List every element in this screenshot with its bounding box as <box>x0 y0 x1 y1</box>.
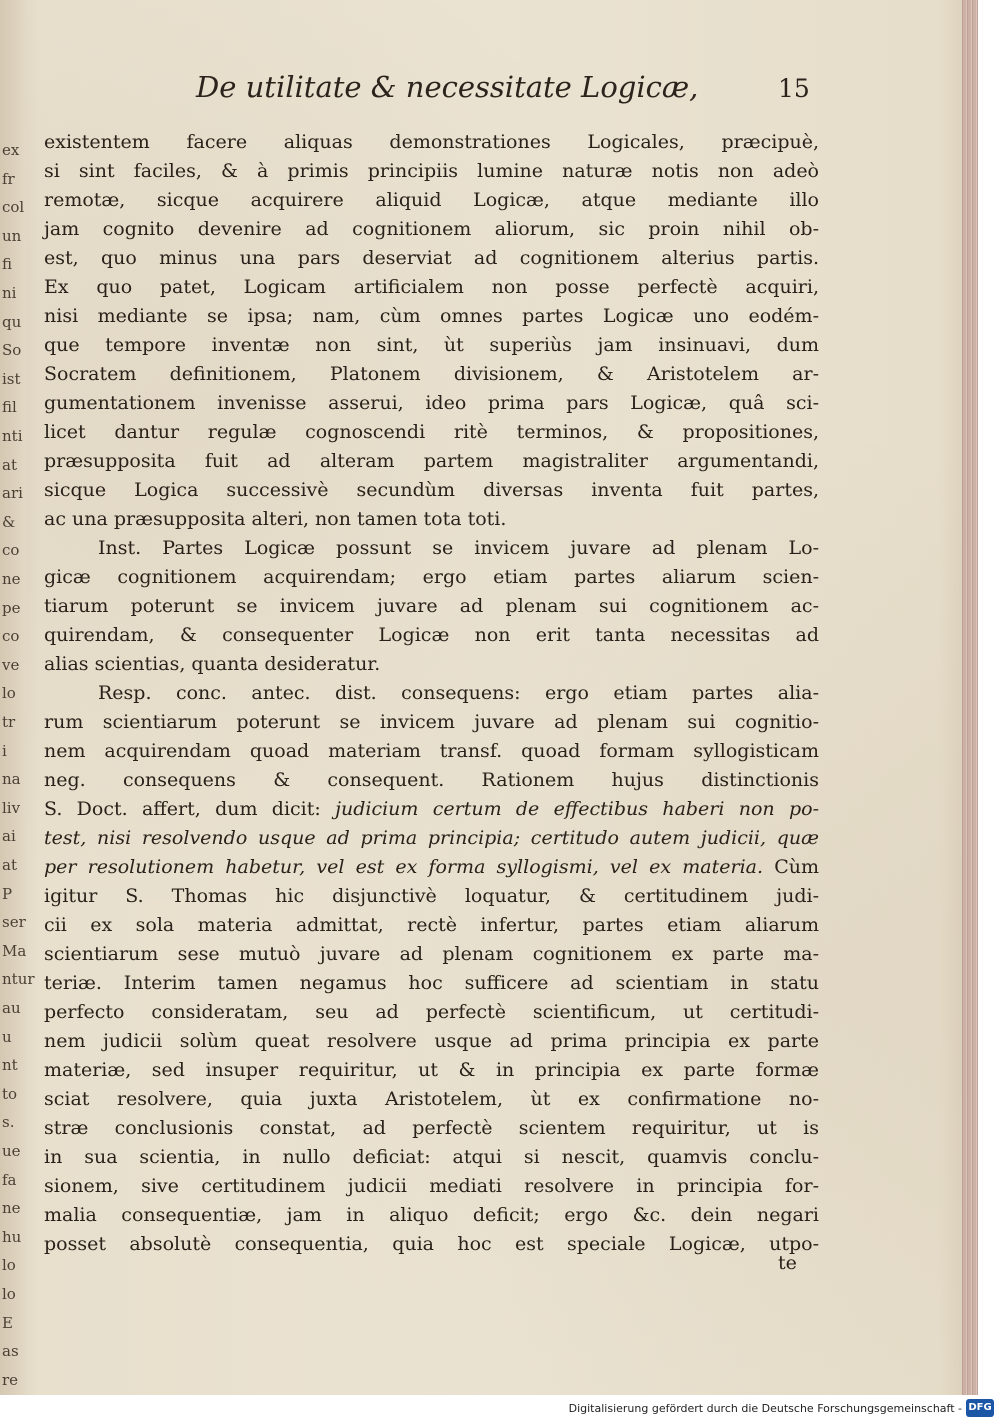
gutter-fragment: ve <box>2 656 20 674</box>
text-line: existentem facere aliquas demonstrationes Logicales, præcipuè, <box>44 131 819 153</box>
gutter-fragment: ari <box>2 484 23 502</box>
text-line: que tempore inventæ non sint, ùt superiùs jam insinuavi, dum <box>44 334 819 356</box>
text-line: si sint faciles, & à primis principiis lumine naturæ notis non adeò <box>44 160 819 182</box>
text-line: gicæ cognitionem acquirendam; ergo etiam partes aliarum scien- <box>44 566 819 588</box>
gutter-fragment: pe <box>2 599 21 617</box>
gutter-fragment: i <box>2 742 7 760</box>
gutter-fragment: So <box>2 341 22 359</box>
text-line: præsupposita fuit ad alteram partem magistraliter argumentandi, <box>44 450 819 472</box>
text-line: rum scientiarum poterunt se invicem juvare ad plenam sui cognitio- <box>44 711 819 733</box>
text-line: scientiarum sese mutuò juvare ad plenam cognitionem ex parte ma- <box>44 943 819 965</box>
text-line: est, quo minus una pars deserviat ad cognitionem alterius partis. <box>44 247 819 269</box>
page-edge-stack <box>962 0 978 1395</box>
text-line: Resp. conc. antec. dist. consequens: ergo etiam partes alia- <box>98 682 819 704</box>
gutter-fragment: lo <box>2 1285 16 1303</box>
gutter-fragment: fi <box>2 255 13 273</box>
gutter-fragment: s. <box>2 1113 15 1131</box>
text-line: quirendam, & consequenter Logicæ non erit tanta necessitas ad <box>44 624 819 646</box>
text-line: cii ex sola materia admittat, rectè infertur, partes etiam aliarum <box>44 914 819 936</box>
gutter-fragment: & <box>2 513 16 531</box>
text-line <box>44 795 819 823</box>
text-line: remotæ, sicque acquirere aliquid Logicæ, atque mediante illo <box>44 189 819 211</box>
text-run: Cùm <box>763 856 819 878</box>
gutter-fragment: na <box>2 770 21 788</box>
text-line: tiarum poterunt se invicem juvare ad plenam sui cognitionem ac- <box>44 595 819 617</box>
text-line: sciat resolvere, quia juxta Aristotelem, ùt ex confirmatione no- <box>44 1088 819 1110</box>
text-line: perfecto consideratam, seu ad perfectè scientificum, ut certitudi- <box>44 1001 819 1023</box>
gutter-fragment: ni <box>2 284 17 302</box>
text-line: stræ conclusionis constat, ad perfectè scientem requiritur, ut is <box>44 1117 819 1139</box>
text-line: nem acquirendam quoad materiam transf. quoad formam syllogisticam <box>44 740 819 762</box>
gutter-fragment: P <box>2 885 13 903</box>
gutter-fragment: Ma <box>2 942 27 960</box>
text-line: nisi mediante se ipsa; nam, cùm omnes partes Logicæ uno eodém- <box>44 305 819 327</box>
text-line: posset absolutè consequentia, quia hoc est speciale Logicæ, utpo- <box>44 1233 819 1255</box>
text-line: in sua scientia, in nullo deficiat: atqui si nescit, quamvis conclu- <box>44 1146 819 1168</box>
dfg-logo-icon: DFG <box>966 1399 994 1417</box>
italic-quotation: per resolutionem habetur, vel est ex forma syllogismi, vel ex materia. <box>44 856 764 878</box>
text-line: sicque Logica successivè secundùm diversas inventa fuit partes, <box>44 479 819 501</box>
text-line: teriæ. Interim tamen negamus hoc sufficere ad scientiam in statu <box>44 972 819 994</box>
text-line: malia consequentiæ, jam in aliquo deficit; ergo &c. dein negari <box>44 1204 819 1226</box>
gutter-fragment: ist <box>2 370 21 388</box>
gutter-fragment: fil <box>2 398 17 416</box>
text-line: gumentationem invenisse asserui, ideo prima pars Logicæ, quâ sci- <box>44 392 819 414</box>
text-line: alias scientias, quanta desideratur. <box>44 653 381 675</box>
page-number: 15 <box>778 74 810 103</box>
text-line: sionem, sive certitudinem judicii mediati resolvere in principia for- <box>44 1175 819 1197</box>
gutter-fragment: ser <box>2 913 26 931</box>
digitization-footer <box>0 1395 1000 1425</box>
gutter-fragment: E <box>2 1314 13 1332</box>
gutter-fragment: nt <box>2 1056 18 1074</box>
gutter-fragment: tr <box>2 713 16 731</box>
gutter-fragment: ne <box>2 570 21 588</box>
gutter-fragment: fa <box>2 1171 17 1189</box>
gutter-fragment: au <box>2 999 21 1017</box>
gutter-fragment: u <box>2 1028 12 1046</box>
gutter-fragment: re <box>2 1371 19 1389</box>
gutter-fragment: ntur <box>2 970 35 988</box>
gutter-fragment: nti <box>2 427 23 445</box>
adjacent-page-gutter <box>0 0 35 1395</box>
gutter-fragment: ex <box>2 141 20 159</box>
text-run: S. Doct. affert, dum dicit: <box>44 798 336 820</box>
gutter-fragment: at <box>2 856 17 874</box>
gutter-fragment: ne <box>2 1199 21 1217</box>
text-line: Inst. Partes Logicæ possunt se invicem juvare ad plenam Lo- <box>98 537 819 559</box>
text-line <box>44 853 819 881</box>
italic-quotation: judicium certum de effectibus haberi non po- <box>335 798 819 820</box>
text-line: Ex quo patet, Logicam artificialem non posse perfectè acquiri, <box>44 276 819 298</box>
footer-credit: Digitalisierung gefördert durch die Deutsche Forschungsgemeinschaft - <box>568 1402 962 1415</box>
gutter-fragment: fr <box>2 170 15 188</box>
text-line: igitur S. Thomas hic disjunctivè loquatur, & certitudinem judi- <box>44 885 819 907</box>
text-line: nem judicii solùm queat resolvere usque ad prima principia ex parte <box>44 1030 819 1052</box>
gutter-fragment: ue <box>2 1142 21 1160</box>
text-line: neg. consequens & consequent. Rationem hujus distinctionis <box>44 769 819 791</box>
gutter-fragment: as <box>2 1342 19 1360</box>
gutter-fragment: lo <box>2 1256 16 1274</box>
gutter-fragment: lo <box>2 684 16 702</box>
text-line: licet dantur regulæ cognoscendi ritè terminos, & propositiones, <box>44 421 819 443</box>
text-line: ac una præsupposita alteri, non tamen tota toti. <box>44 508 507 530</box>
gutter-fragment: qu <box>2 313 22 331</box>
gutter-fragment: hu <box>2 1228 22 1246</box>
catchword: te <box>778 1252 797 1274</box>
gutter-fragment: co <box>2 541 20 559</box>
gutter-fragment: liv <box>2 799 21 817</box>
gutter-fragment: un <box>2 227 22 245</box>
running-head: De utilitate & necessitate Logicæ, <box>196 70 699 104</box>
gutter-fragment: at <box>2 456 17 474</box>
text-line: Socratem definitionem, Platonem divisionem, & Aristotelem ar- <box>44 363 819 385</box>
text-line: materiæ, sed insuper requiritur, ut & in principia ex parte formæ <box>44 1059 819 1081</box>
text-line: jam cognito devenire ad cognitionem aliorum, sic proin nihil ob- <box>44 218 819 240</box>
gutter-fragment: co <box>2 627 20 645</box>
gutter-fragment: ai <box>2 827 16 845</box>
gutter-fragment: to <box>2 1085 18 1103</box>
italic-quotation: test, nisi resolvendo usque ad prima principia; certitudo autem judicii, quæ <box>44 827 819 849</box>
gutter-fragment: col <box>2 198 25 216</box>
